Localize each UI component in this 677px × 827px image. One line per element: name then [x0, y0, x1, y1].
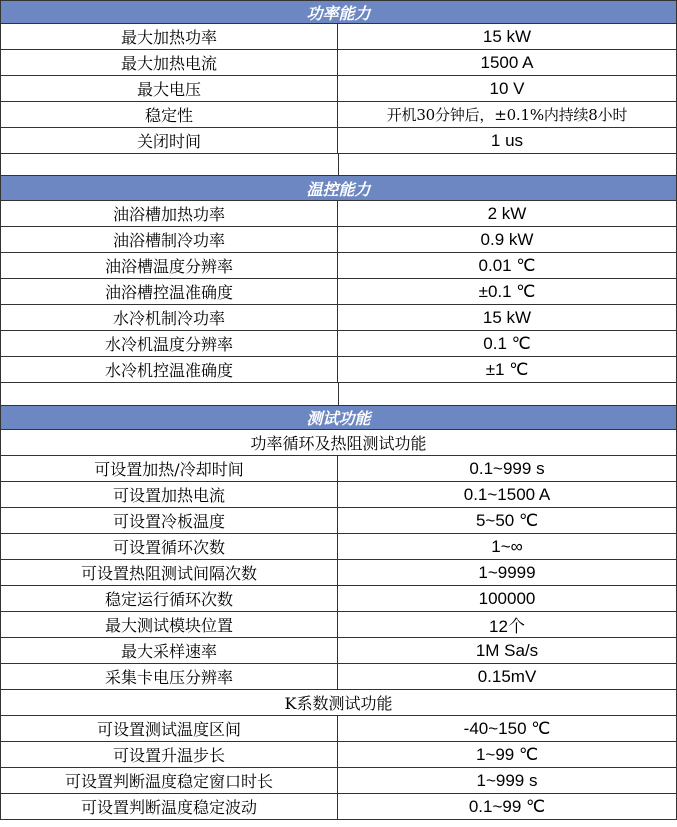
table-row [0, 201, 677, 227]
spec-name: 可设置循环次数 [0, 534, 338, 559]
spec-value: 5~50 ℃ [338, 508, 677, 533]
spec-value: 0.1 ℃ [338, 331, 677, 356]
spec-name: 可设置冷板温度 [0, 508, 338, 533]
section-title: 测试功能 [306, 409, 371, 428]
spec-name: 可设置测试温度区间 [0, 716, 338, 741]
table-row [0, 716, 677, 742]
table-row [0, 357, 677, 383]
spec-name: 可设置加热电流 [0, 482, 338, 507]
spec-name: 最大采样速率 [0, 638, 338, 663]
table-row [0, 24, 677, 50]
section-header-testing [0, 406, 677, 430]
table-row [0, 227, 677, 253]
spec-name: 最大加热电流 [0, 50, 338, 75]
table-row [0, 508, 677, 534]
table-row [0, 279, 677, 305]
spec-value: 0.15mV [338, 664, 677, 689]
table-row [0, 794, 677, 820]
spec-name: 油浴槽温度分辨率 [0, 253, 338, 278]
spec-value: 1 us [338, 128, 677, 153]
subsection-title: K系数测试功能 [284, 694, 393, 713]
spec-value: 15 kW [338, 24, 677, 49]
table-row [0, 76, 677, 102]
spec-name: 采集卡电压分辨率 [0, 664, 338, 689]
spec-value: 1~99 ℃ [338, 742, 677, 767]
spec-value: 1500 A [338, 50, 677, 75]
spec-value: 12个 [338, 612, 677, 637]
spec-value: -40~150 ℃ [338, 716, 677, 741]
spec-value: 0.9 kW [338, 227, 677, 252]
spec-value: ±1 ℃ [338, 357, 677, 382]
spec-value: 100000 [338, 586, 677, 611]
spec-name: 可设置判断温度稳定波动 [0, 794, 338, 819]
section-title: 功率能力 [306, 3, 371, 23]
table-row [0, 768, 677, 794]
spec-name: 油浴槽加热功率 [0, 201, 338, 226]
table-row [0, 102, 677, 128]
spec-value: 0.01 ℃ [338, 253, 677, 278]
table-row [0, 534, 677, 560]
spec-name: 可设置加热/冷却时间 [0, 456, 338, 481]
spacer-row [0, 383, 677, 406]
spec-name: 最大电压 [0, 76, 338, 101]
table-row [0, 638, 677, 664]
spacer-row [0, 154, 677, 176]
spec-value: 10 V [338, 76, 677, 101]
spec-name: 最大测试模块位置 [0, 612, 338, 637]
spec-name: 稳定性 [0, 102, 338, 127]
table-row [0, 253, 677, 279]
spec-name: 最大加热功率 [0, 24, 338, 49]
table-row [0, 305, 677, 331]
spec-name: 可设置热阻测试间隔次数 [0, 560, 338, 585]
spec-value: 0.1~999 s [338, 456, 677, 481]
table-row [0, 50, 677, 76]
spec-name: 水冷机控温准确度 [0, 357, 338, 382]
subsection-header [0, 690, 677, 716]
spec-value: 0.1~1500 A [338, 482, 677, 507]
spec-name: 关闭时间 [0, 128, 338, 153]
table-row [0, 560, 677, 586]
section-title: 温控能力 [306, 179, 371, 199]
spec-value: 2 kW [338, 201, 677, 226]
section-header-temperature [0, 176, 677, 201]
table-row [0, 742, 677, 768]
table-row [0, 612, 677, 638]
spec-value: 0.1~99 ℃ [338, 794, 677, 819]
spec-name: 稳定运行循环次数 [0, 586, 338, 611]
spec-name: 可设置升温步长 [0, 742, 338, 767]
table-row [0, 128, 677, 154]
spec-name: 水冷机制冷功率 [0, 305, 338, 330]
spec-value: 1M Sa/s [338, 638, 677, 663]
spec-value: 1~999 s [338, 768, 677, 793]
spec-value: 15 kW [338, 305, 677, 330]
spec-name: 可设置判断温度稳定窗口时长 [0, 768, 338, 793]
table-row [0, 331, 677, 357]
spec-value: ±0.1 ℃ [338, 279, 677, 304]
table-row [0, 482, 677, 508]
spec-value: 1~9999 [338, 560, 677, 585]
spec-value: 1~∞ [338, 534, 677, 559]
spec-value: 开机30分钟后，±0.1%内持续8小时 [338, 102, 677, 127]
subsection-header [0, 430, 677, 456]
table-row [0, 664, 677, 690]
subsection-title: 功率循环及热阻测试功能 [250, 434, 427, 453]
spec-name: 水冷机温度分辨率 [0, 331, 338, 356]
spec-name: 油浴槽制冷功率 [0, 227, 338, 252]
section-header-power [0, 0, 677, 24]
spec-name: 油浴槽控温准确度 [0, 279, 338, 304]
table-row [0, 456, 677, 482]
table-row [0, 586, 677, 612]
